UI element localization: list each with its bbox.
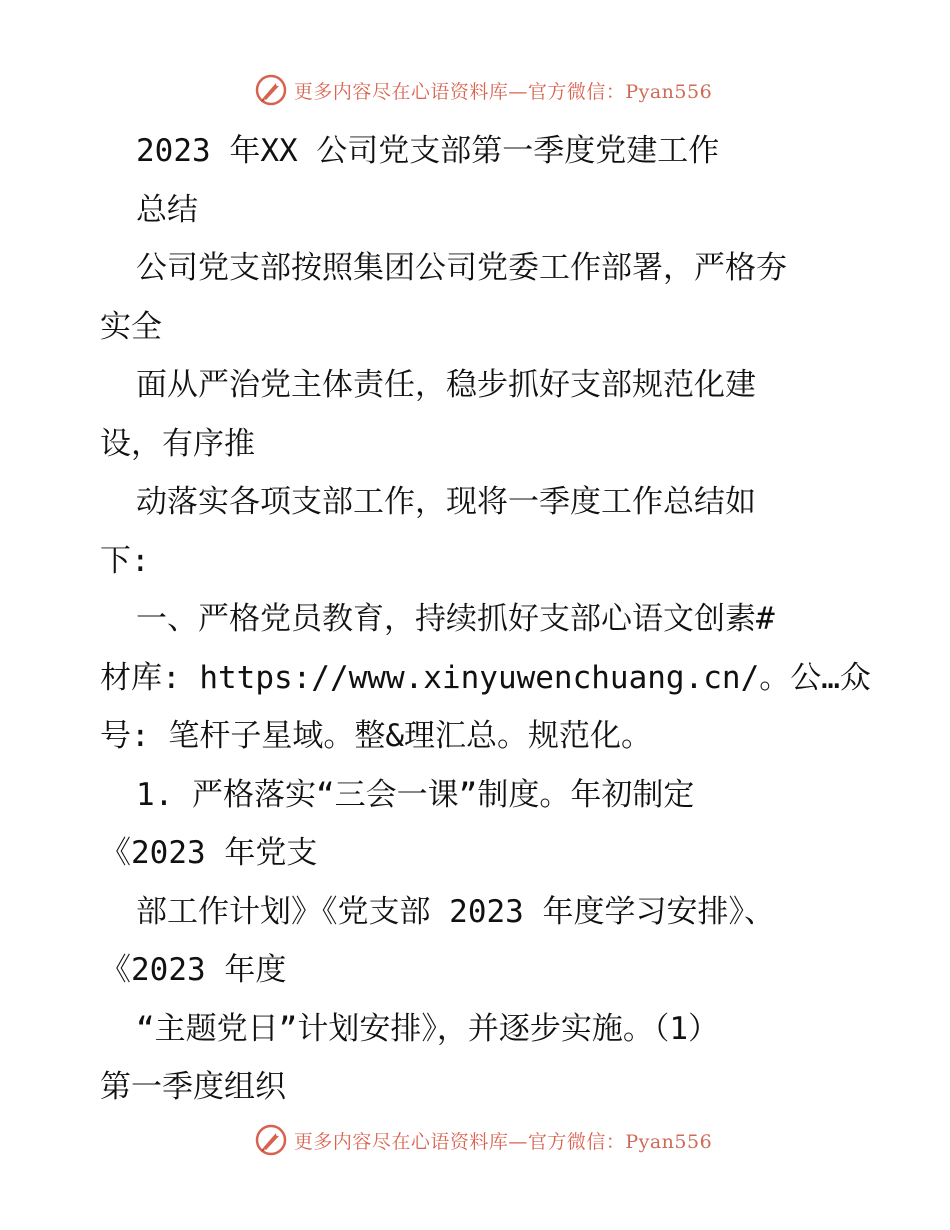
paragraph-line: 下: bbox=[100, 542, 150, 579]
paragraph-line: 动落实各项支部工作，现将一季度工作总结如 bbox=[136, 484, 756, 520]
watermark-text: 更多内容尽在心语资料库—官方微信：Pyan556 bbox=[293, 1130, 713, 1153]
list-item-line: 1. 严格落实“三会一课”制度。年初制定 bbox=[136, 776, 695, 813]
paragraph-line: 号: 笔杆子星域。整&理汇总。规范化。 bbox=[100, 718, 652, 754]
paragraph-line: 部工作计划》《党支部 2023 年度学习安排》、 bbox=[136, 893, 775, 930]
paragraph-line: 实全 bbox=[100, 308, 162, 345]
document-body bbox=[100, 122, 871, 1117]
paragraph-line: 《2023 年党支 bbox=[100, 835, 318, 871]
paragraph-line: “主题党日”计划安排》，并逐步实施。（1） bbox=[136, 1010, 719, 1047]
pen-circle-logo-icon bbox=[254, 1123, 288, 1157]
document-title-line-2: 总结 bbox=[136, 191, 198, 228]
footer-watermark bbox=[0, 1120, 950, 1160]
watermark-group bbox=[254, 73, 712, 107]
watermark-group bbox=[254, 1123, 712, 1157]
paragraph-line: 材库: https://www.xinyuwenchuang.cn/。公…众 bbox=[100, 659, 871, 696]
paragraph-line: 《2023 年度 bbox=[100, 952, 287, 988]
section-heading-line: 一、严格党员教育，持续抓好支部心语文创素# bbox=[136, 601, 775, 637]
header-watermark bbox=[0, 70, 950, 110]
paragraph-line: 公司党支部按照集团公司党委工作部署，严格夯 bbox=[136, 250, 787, 286]
paragraph-line: 第一季度组织 bbox=[100, 1069, 286, 1105]
paragraph-line: 面从严治党主体责任，稳步抓好支部规范化建 bbox=[136, 367, 756, 403]
paragraph-line: 设，有序推 bbox=[100, 425, 255, 462]
document-title-line-1: 2023 年XX 公司党支部第一季度党建工作 bbox=[136, 133, 720, 169]
pen-circle-logo-icon bbox=[254, 73, 288, 107]
watermark-text: 更多内容尽在心语资料库—官方微信：Pyan556 bbox=[293, 80, 713, 103]
